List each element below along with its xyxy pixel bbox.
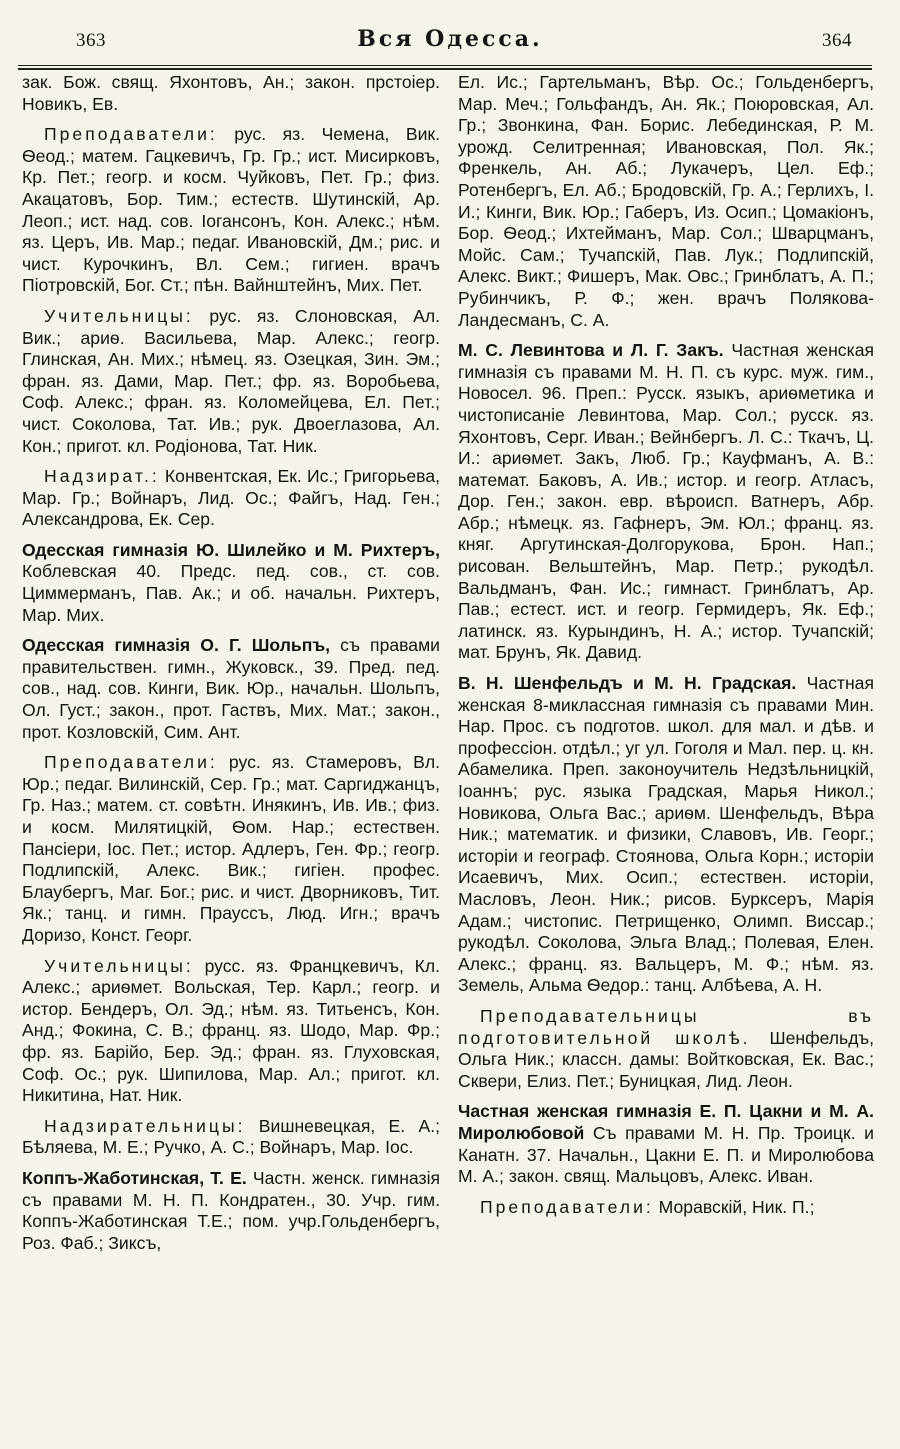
gymnasium-entry-tsakni: Частная женская гимназія Е. П. Цакни и М. А. Миролюбовой Съ правами М. Н. Пр. Троицк. и Канатн. 37. Начальн., Цакни Е. П. и Миролюбова М. А.; закон. свящ. Мальцовъ, Алекс. Иван. <box>458 1101 874 1187</box>
female-teachers-paragraph: Учительницы: рус. яз. Слоновская, Ал. Вик.; ариѳ. Васильева, Мар. Алекс.; геогр. Глинская, Ан. Мих.; нѣмец. яз. Озецкая, Зин. Эм.; фран. яз. Дами, Мар. Пет.; фр. яз. Воробьева, Соф. Алекс.; фран. яз. Коломейцева, Ел. Пет.; чист. Соколова, Тат. Ив.; рук. Двоеглазова, Ал. Кон.; пригот. кл. Родіонова, Тат. Ник. <box>22 305 440 456</box>
entry-continuation: Ел. Ис.; Гартельманъ, Вѣр. Ос.; Гольденбергъ, Мар. Меч.; Гольфандъ, Ан. Як.; Поюровская, Ал. Гр.; Звонкина, Фан. Борис. Лебединская, Р. М. урожд. Селитренная; Ивановская, Пол. Як.; Френкель, Ан. Аб.; Лукачеръ, Цел. Еф.; Ротенбергъ, Ел. Аб.; Бродовскій, Гр. А.; Герлихъ, І. И.; Кинги, Вик. Юр.; Габеръ, Из. Осип.; Цомакіонъ, Бор. Ѳеод.; Ихтейманъ, Мар. Сол.; Шварцманъ, Мойс. Сам.; Тучапскій, Пав. Лук.; Подлипскій, Алекс. Викт.; Фишеръ, Мак. Овс.; Гринблатъ, А. П.; Рубинчикъ, Р. Ф.; жен. врачъ Полякова-Ландесманъ, С. А. <box>458 72 874 330</box>
section-lead: Надзирательницы: <box>44 1115 246 1136</box>
supervisors-paragraph: Надзирательницы: Вишневецкая, Е. А.; Бѣляева, М. Е.; Ручко, А. С.; Войнаръ, Мар. Іос. <box>22 1115 440 1158</box>
gymnasium-entry-shenfeld: В. Н. Шенфельдъ и М. Н. Градская. Частная женская 8-миклассная гимназія съ правами Мин. Нар. Прос. съ подготов. школ. для мал. и дѣв. и профессіон. отдѣл.; уг ул. Гоголя и Мал. пер. ц. кн. Абамелика. Преп. законоучитель Недзѣльницкій, Іоаннъ; рус. языка Градская, Марья Никол.; Новикова, Ольга Вас.; ариѳм. Шенфельдъ, Вѣра Ник.; математик. и физики, Славовъ, Ив. Георг.; исторіи и географ. Стоянова, Ольга Корн.; исторіи Исаевичъ, Мих. Осип.; естествен. исторіи, Масловъ, Леон. Ник.; рисов. Бурксеръ, Марія Адам.; чистопис. Петрищенко, Олимп. Виссар.; рукодѣл. Соколова, Эльга Влад.; Полевая, Елен. Алекс.; франц. яз. Вальцеръ, М. Ф.; нѣм. яз. Земель, Альма Ѳедор.: танц. Албѣева, А. Н. <box>458 673 874 996</box>
header-rule-thick <box>18 68 872 70</box>
entry-heading: В. Н. Шенфельдъ и М. Н. Градская. <box>458 673 797 694</box>
gymnasium-entry-sholp: Одесская гимназія О. Г. Шольпъ, съ правами правительствен. гимн., Жуковск., 39. Пред. пед. сов., над. сов. Кинги, Вик. Юр., начальн. Шольпъ, Ол. Густ.; закон., прот. Гаствъ, Мих. Мат.; закон., прот. Козловскій, Сим. Ант. <box>22 635 440 742</box>
supervisors-paragraph: Надзират.: Конвентская, Ек. Ис.; Григорьева, Мар. Гр.; Войнаръ, Лид. Ос.; Файгъ, Над. Ген.; Александрова, Ек. Сер. <box>22 466 440 530</box>
entry-heading: Частная женская гимназія Е. П. Цакни и М. А. Миролюбовой <box>458 1101 874 1143</box>
section-lead: Учительницы: <box>44 305 194 326</box>
gymnasium-entry-kopp: Коппъ-Жаботинская, Т. Е. Частн. женск. гимназія съ правами М. Н. П. Кондратен., 30. Учр. гим. Коппъ-Жаботинская Т.Е.; пом. учр.Гольденбергъ, Роз. Фаб.; Зиксъ, <box>22 1167 441 1253</box>
preparatory-teachers-paragraph: Преподавательницы въ подготовительной школѣ. Шенфельдъ, Ольга Ник.; классн. дамы: Войтковская, Ек. Вас.; Сквери, Елиз. Пет.; Буницкая, Лид. Леон. <box>458 1005 874 1091</box>
teachers-paragraph: Преподаватели: Моравскій, Ник. П.; <box>480 1196 815 1217</box>
left-column <box>22 72 440 1254</box>
right-column <box>458 72 874 1218</box>
teachers-paragraph: Преподаватели: рус. яз. Чемена, Вик. Ѳеод.; матем. Гацкевичъ, Гр. Гр.; ист. Мисирковъ, Кр. Пет.; геогр. и косм. Чуйковъ, Пет. Гр.; физ. Акацатовъ, Бор. Тим.; естеств. Шутинскій, Ар. Леоп.; ист. над. сов. Іогансонъ, Кон. Алекс.; нѣм. яз. Церъ, Ив. Мар.; педаг. Ивановскій, Дм.; рис. и чист. Курочкинъ, Вл. Сем.; гигиен. врачъ Піотровскій, Бог. Ст.; пѣн. Вайнштейнъ, Мих. Пет. <box>22 124 440 296</box>
section-lead: Надзират.: <box>44 466 160 487</box>
section-lead: Учительницы: <box>44 955 194 976</box>
entry-continuation: зак. Бож. свящ. Яхонтовъ, Ан.; закон. прстоіер. Новикъ, Ев. <box>22 72 440 114</box>
section-lead: Преподавательницы въ подготовительной школѣ. <box>458 1005 874 1048</box>
entry-heading: М. С. Левинтова и Л. Г. Закъ. <box>458 340 724 361</box>
gymnasium-entry-shileiko: Одесская гимназія Ю. Шилейко и М. Рихтеръ, Коблевская 40. Предс. пед. сов., ст. сов. Циммерманъ, Пав. Ак.; и об. начальн. Рихтеръ, Мар. Мих. <box>22 539 440 625</box>
section-lead: Преподаватели: <box>44 752 218 773</box>
section-lead: Преподаватели: <box>44 124 218 145</box>
entry-heading: Одесская гимназія Ю. Шилейко и М. Рихтеръ, <box>22 539 440 560</box>
teachers-paragraph: Преподаватели: рус. яз. Стамеровъ, Вл. Юр.; педаг. Вилинскій, Сер. Гр.; мат. Саргиджанцъ, Гр. Наз.; матем. ст. совѣтн. Инякинъ, Ив. Ив.; физ. и косм. Милятицкій, Ѳом. Нар.; естествен. Пансіери, Іос. Пет.; истор. Адлеръ, Ген. Фр.; геогр. Подлипскій, Алекс. Вик.; гигіен. профес. Блаубергъ, Маг. Бог.; рис. и чист. Дворниковъ, Тит. Як.; танц. и гимн. Праусcъ, Люд. Игн.; врачъ Доризо, Конст. Георг. <box>22 752 440 945</box>
header-rule <box>18 65 872 66</box>
page-number-right: 364 <box>822 30 852 51</box>
gymnasium-entry-levintova: М. С. Левинтова и Л. Г. Закъ. Частная женская гимназія съ правами М. Н. П. съ курс. муж. гим., Новосел. 96. Преп.: Русск. языкъ, ариѳметика и чистописаніе Левинтова, Мар. Сол.; русск. яз. Яхонтовъ, Серг. Иван.; Вейнбергъ. Л. С.: Ткачъ, Ц. И.: ариѳмет. Закъ, Люб. Гр.; Кауфманъ, А. В.: математ. Баковъ, А. Ив.; истор. и геогр. Атласъ, Дор. Ген.; закон. евр. вѣроисп. Ватнеръ, Абр. Абр.; нѣмецк. яз. Гафнеръ, Эм. Юл.; франц. яз. княг. Аргутинская-Долгорукова, Брон. Нап.; рисован. Вельштейнъ, Мар. Петр.; рукодѣл. Вальдманъ, Фан. Ис.; гимнаст. Гринблатъ, Ар. Пав.; естест. ист. и геогр. Гермидеръ, Як. Еф.; латинск. яз. Курындинъ, Н. А.; истор. Тучапскій; мат. Брунъ, Як. Давид. <box>458 340 875 663</box>
page-number-left: 363 <box>76 30 106 51</box>
page-header <box>0 0 900 56</box>
female-teachers-paragraph: Учительницы: русс. яз. Францкевичъ, Кл. Алекс.; ариѳмет. Вольская, Тер. Карл.; геогр. и истор. Бендеръ, Ол. Эд.; нѣм. яз. Титьенсъ, Кон. Анд.; Фокина, С. В.; франц. яз. Шодо, Мар. Фр.; фр. яз. Барійо, Бер. Эд.; фран. яз. Глуховская, Соф. Ос.; рук. Шипилова, Мар. Ал.; пригот. кл. Никитина, Нат. Ник. <box>22 955 440 1106</box>
page-title: Вся Одесса. <box>357 26 543 52</box>
entry-heading: Коппъ-Жаботинская, Т. Е. <box>22 1167 247 1188</box>
section-lead: Преподаватели: <box>480 1196 654 1217</box>
entry-heading: Одесская гимназія О. Г. Шольпъ, <box>22 635 331 656</box>
